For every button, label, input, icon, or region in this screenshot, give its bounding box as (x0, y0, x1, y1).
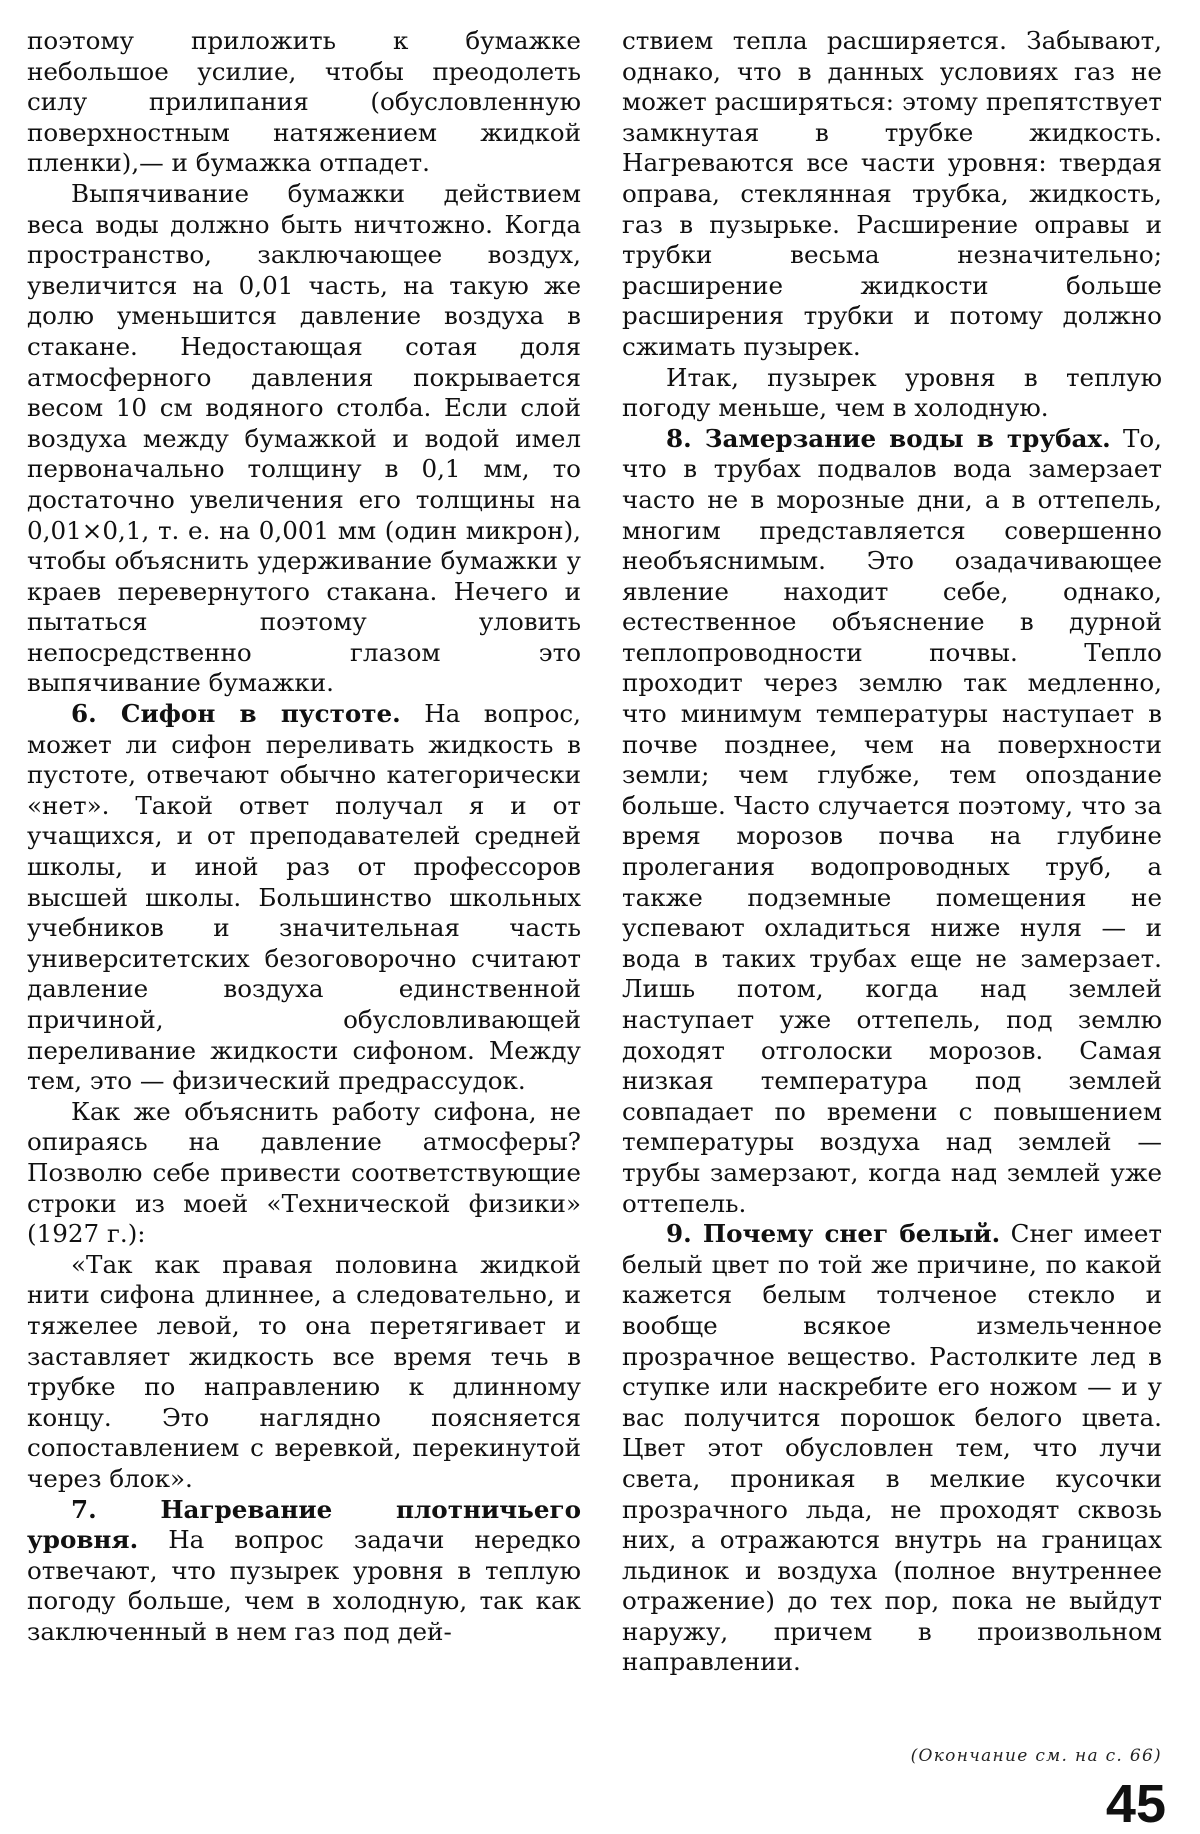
section-7-text: На вопрос задачи нередко отвечают, что пузырек уровня в теплую погоду больше, чем в холодную, так как заключенный в нем газ под дей- (27, 1525, 581, 1646)
section-6-siphon (27, 699, 581, 1097)
right-column (622, 26, 1162, 1678)
paragraph-level-conclusion: Итак, пузырек уровня в теплую погоду меньше, чем в холодную. (622, 362, 1162, 423)
paragraph-siphon-explain: Как же объяснить работу сифона, не опираясь на давление атмосферы? Позволю себе привести соответствующие строки из моей «Технической физики» (1927 г.): (27, 1096, 581, 1249)
section-7-heading: 7. Нагревание плотничьего уровня. (27, 1494, 581, 1555)
section-9-heading: 9. Почему снег белый. (666, 1219, 1001, 1249)
section-6-text: На вопрос, может ли сифон переливать жидкость в пустоте, отвечают обычно категорически «нет». Такой ответ получал я и от учащихся, и от преподавателей средней школы, и иной раз от профессоров высшей школы. Большинство школьных учебников и значительная часть университетских безоговорочно считают давление воздуха единственной причиной, обусловливающей переливание жидкости сифоном. Между тем, это — физический предрассудок. (27, 699, 581, 1096)
paragraph-continued: поэтому приложить к бумажке небольшое усилие, чтобы преодолеть силу прилипания (обусловленную поверхностным натяжением жидкой пленки),— и бумажка отпадет. (27, 26, 581, 178)
continuation-note: (Окончание см. на с. 66) (910, 1746, 1162, 1766)
paragraph-paper-bulging: Выпячивание бумажки действием веса воды должно быть ничтожно. Когда пространство, заключающее воздух, увеличится на 0,01 часть, на такую же долю уменьшится давление воздуха в стакане. Недостающая сотая доля атмосферного давления покрывается весом 10 см водяного столба. Если слой воздуха между бумажкой и водой имел первоначально толщину в 0,1 мм, то достаточно увеличения его толщины на 0,01×0,1, т. е. на 0,001 мм (один микрон), чтобы объяснить удерживание бумажки у краев перевернутого стакана. Нечего и пытаться поэтому уловить непосредственно глазом это выпячивание бумажки. (27, 178, 581, 698)
paragraph-level-continued: ствием тепла расширяется. Забывают, однако, что в данных условиях газ не может расширяться: этому препятствует замкнутая в трубке жидкость. Нагреваются все части уровня: твердая оправа, стеклянная трубка, жидкость, газ в пузырьке. Расширение оправы и трубки весьма незначительно; расширение жидкости больше расширения трубки и потому должно сжимать пузырек. (622, 26, 1162, 361)
section-7-level (27, 1495, 581, 1648)
left-column (27, 26, 581, 1647)
page-number: 45 (1105, 1774, 1166, 1834)
section-9-text: Снег имеет белый цвет по той же причине, по какой кажется белым толченое стекло и вообще всякое измельченное прозрачное вещество. Растолките лед в ступке или наскребите его ножом — и у вас получится порошок белого цвета. Цвет этот обусловлен тем, что лучи света, проникая в мелкие кусочки прозрачного льда, не проходят сквозь них, а отражаются внутрь на границах льдинок и воздуха (полное внутреннее отражение) до тех пор, пока не выйдут наружу, причем в произвольном направлении. (622, 1219, 1162, 1677)
section-8-text: То, что в трубах подвалов вода замерзает часто не в морозные дни, а в оттепель, многим представляется совершенно необъяснимым. Это озадачивающее явление находит себе, однако, естественное объяснение в дурной теплопроводности почвы. Тепло проходит через землю так медленно, что минимум температуры наступает в почве позднее, чем на поверхности земли; чем глубже, тем опоздание больше. Часто случается поэтому, что за время морозов почва на глубине пролегания водопроводных труб, а также подземные помещения не успевают охладиться ниже нуля — и вода в таких трубах еще не замерзает. Лишь потом, когда над землей наступает уже оттепель, под землю доходят отголоски морозов. Самая низкая температура под землей совпадает по времени с повышением температуры воздуха над землей — трубы замерзают, когда над землей уже оттепель. (622, 423, 1162, 1218)
paragraph-quote: «Так как правая половина жидкой нити сифона длиннее, а следовательно, и тяжелее левой, то она перетягивает и заставляет жидкость все время течь в трубке по направлению к длинному концу. Это наглядно поясняется сопоставлением с веревкой, перекинутой через блок». (27, 1249, 581, 1493)
section-8-heading: 8. Замерзание воды в трубах. (666, 423, 1111, 453)
section-9-snow (622, 1219, 1162, 1678)
section-8-pipes (622, 424, 1162, 1219)
section-6-heading: 6. Сифон в пустоте. (71, 699, 401, 729)
